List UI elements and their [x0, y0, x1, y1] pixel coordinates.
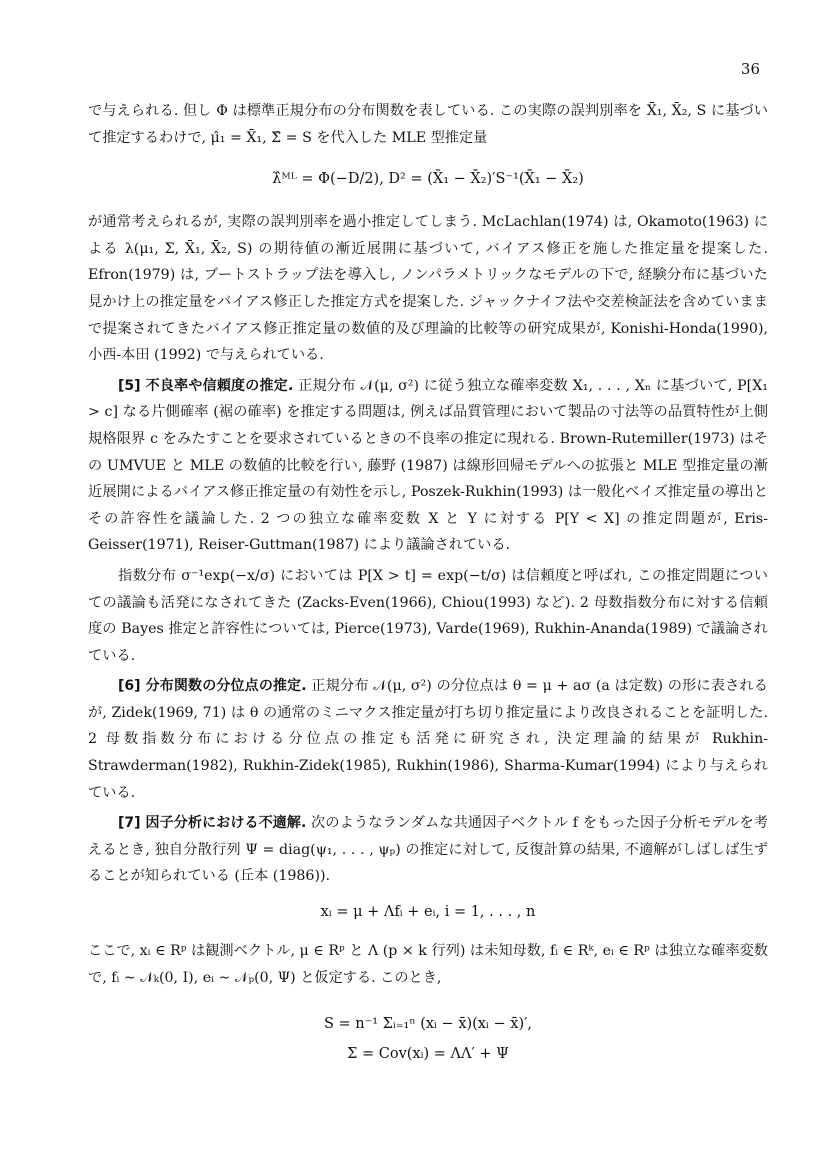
equation-population-covariance: Σ = Cov(xᵢ) = ΛΛ′ + Ψ — [347, 1046, 509, 1063]
section-7-paragraph — [88, 810, 768, 890]
page-body — [88, 98, 768, 1069]
paragraph-bias-correction: が通常考えられるが, 実際の誤判別率を過小推定してしまう. McLachlan(1974) は, Okamoto(1963) による λ(μ₁, Σ, X̄₁, X̄₂, S) の期待値の漸近展開に基づいて, バイアス修正を施した推定量を提案した. Efron(1979) は, ブートストラップ法を導入し, ノンパラメトリックなモデルの下で, 経験分布に基づいた見かけ上の推定量をバイアス修正した推定方式を提案した. ジャックナイフ法や交差検証法を含めていままで提案されてきたバイアス修正推定量の数値的及び理論的比較等の研究成果が, Konishi-Honda(1990), 小西-本田 (1992) で与えられている. — [88, 214, 768, 364]
section-5-paragraph — [88, 373, 768, 559]
section-7-heading: [7] 因子分析における不適解. — [118, 815, 307, 832]
section-6-heading: [6] 分布関数の分位点の推定. — [118, 678, 307, 695]
section-5-text: 正規分布 𝒩(μ, σ²) に従う独立な確率変数 X₁, . . . , Xₙ に基づいて, P[X₁ > c] なる片側確率 (裾の確率) を推定する問題は, 例えば品質管理において製品の寸法等の品質特性が上側規格限界 c をみたすことを要求されているときの不良率の推定に現れる. Brown-Rutemiller(1973) はその UMVUE と MLE の数値的比較を行い, 藤野 (1987) は線形回帰モデルへの拡張と MLE 型推定量の漸近展開によるバイアス修正推定量の有効性を示し, Poszek-Rukhin(1993) は一般化ベイズ推定量の導出とその許容性を議論した. 2 つの独立な確率変数 X と Y に対する P[Y < X] の推定問題が, Eris-Geisser(1971), Reiser-Guttman(1987) により議論されている. — [88, 377, 768, 554]
paragraph-definitions: ここで, xᵢ ∈ Rᵖ は観測ベクトル, μ ∈ Rᵖ と Λ (p × k 行列) は未知母数, fᵢ ∈ Rᵏ, eᵢ ∈ Rᵖ は独立な確率変数で, fᵢ ∼ 𝒩ₖ(0, I), eᵢ ∼ 𝒩ₚ(0, Ψ) と仮定する. このとき, — [88, 943, 768, 986]
equation-mle-estimator: λ̂ᴹᴸ = Φ(−D/2), D² = (X̄₁ − X̄₂)′S⁻¹(X̄₁ − X̄₂) — [272, 171, 584, 188]
page-number: 36 — [740, 60, 760, 78]
equation-block-covariance — [88, 1009, 768, 1069]
section-6-text: 正規分布 𝒩(μ, σ²) の分位点は θ = μ + aσ (a は定数) の形に表されるが, Zidek(1969, 71) は θ の通常のミニマクス推定量が打ち切り推定量により改良されることを証明した. 2 母数指数分布における分位点の推定も活発に研究され, 決定理論的結果が Rukhin-Strawderman(1982), Rukhin-Zidek(1985), Rukhin(1986), Sharma-Kumar(1994) により与えられている. — [88, 678, 768, 801]
paragraph-intro: で与えられる. 但し Φ は標準正規分布の分布関数を表している. この実際の誤判別率を X̄₁, X̄₂, S に基づいて推定するわけで, μ̂₁ = X̄₁, Σ̂ = S を代入した MLE 型推定量 — [88, 103, 768, 146]
paragraph-reliability: 指数分布 σ⁻¹exp(−x/σ) においては P[X > t] = exp(−t/σ) は信頼度と呼ばれ, この推定問題についての議論も活発になされてきた (Zacks-Even(1966), Chiou(1993) など). 2 母数指数分布に対する信頼度の Bayes 推定と許容性については, Pierce(1973), Varde(1969), Rukhin-Ananda(1989) で議論されている. — [88, 567, 768, 664]
equation-factor-model: xᵢ = μ + Λfᵢ + eᵢ, i = 1, . . . , n — [320, 904, 536, 921]
section-6-paragraph — [88, 673, 768, 806]
equation-sample-covariance: S = n⁻¹ Σᵢ₌₁ⁿ (xᵢ − x̄)(xᵢ − x̄)′, — [323, 1016, 533, 1033]
section-5-heading: [5] 不良率や信頼度の推定. — [118, 377, 294, 394]
section-7-text: 次のようなランダムな共通因子ベクトル f をもった因子分析モデルを考えるとき, 独自分散行列 Ψ = diag(ψ₁, . . . , ψₚ) の推定に対して, 反復計算の結果, 不適解がしばしば生ずることが知られている (丘本 (1986)). — [88, 815, 769, 885]
